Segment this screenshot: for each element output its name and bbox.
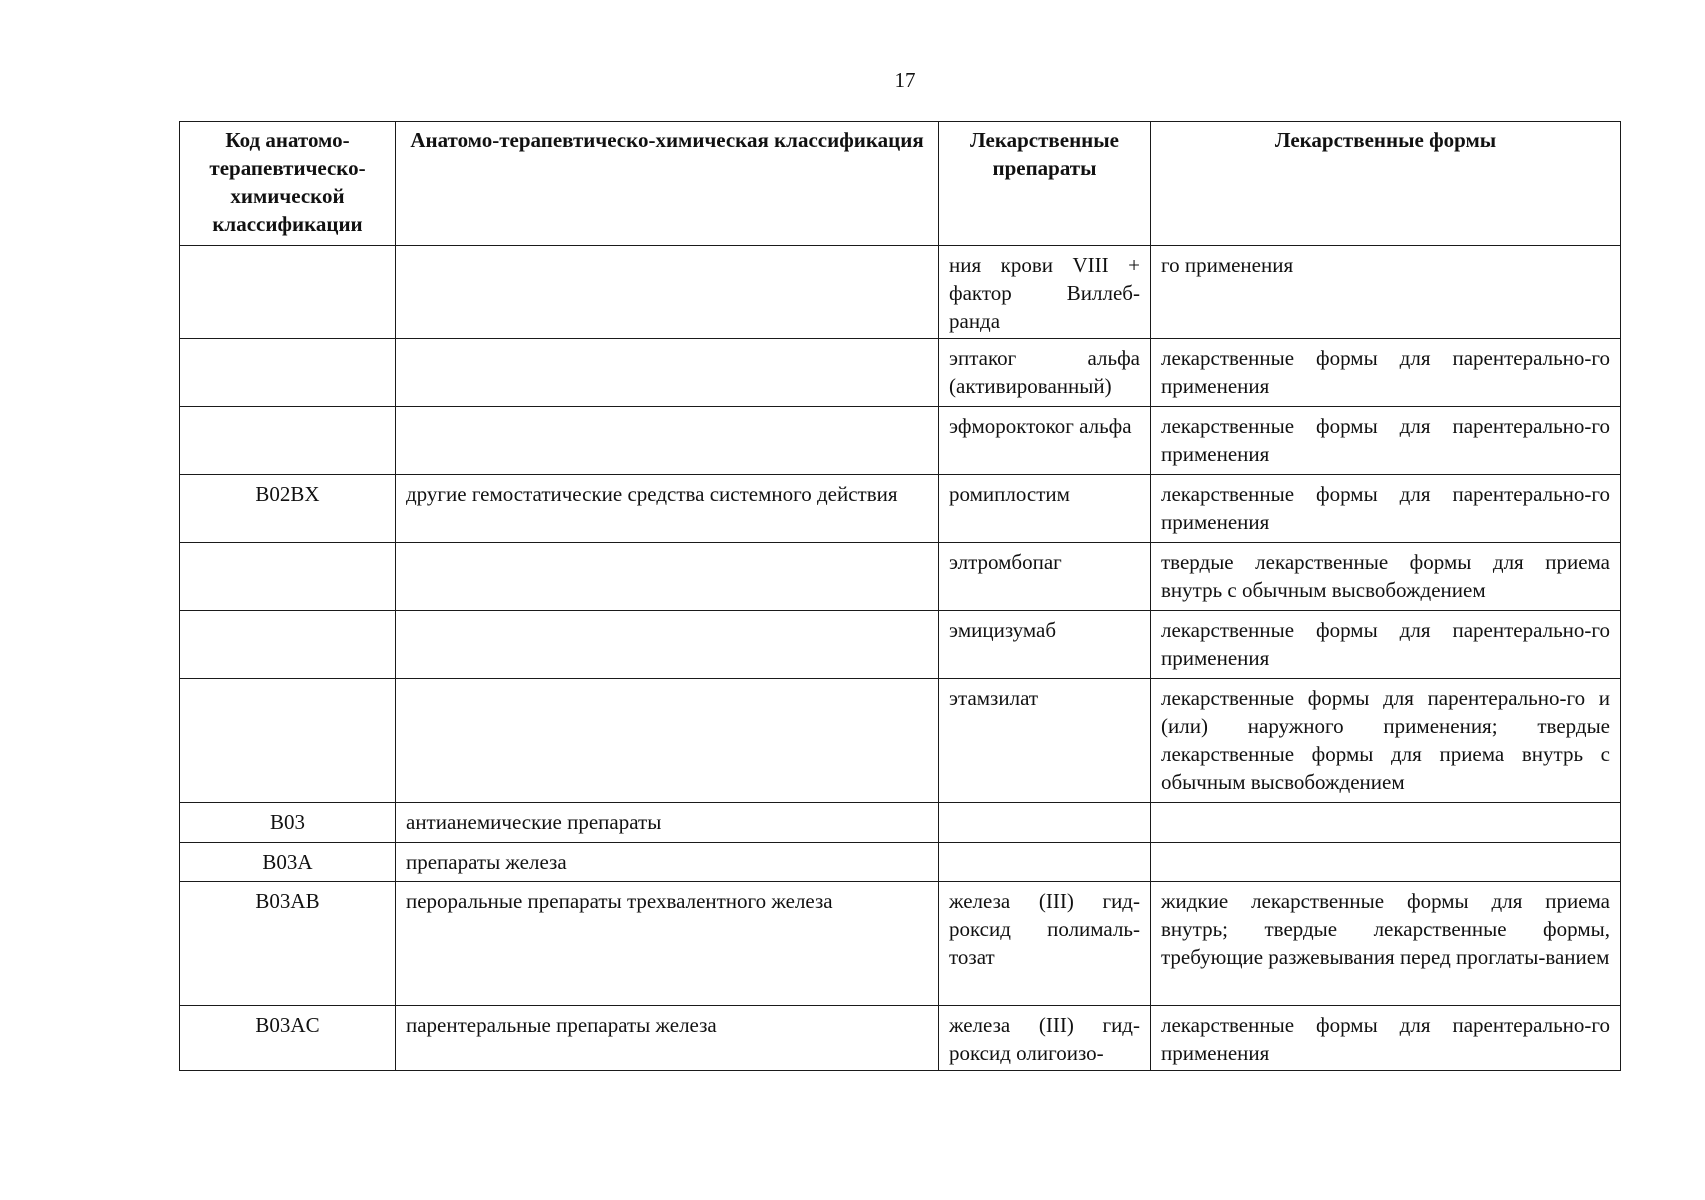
table-row xyxy=(180,339,1621,407)
cell-code: B03AC xyxy=(180,1006,396,1071)
cell-drug: железа (III) гид-роксид олигоизо- xyxy=(939,1006,1151,1071)
cell-form: лекарственные формы для парентерально-го применения xyxy=(1151,475,1621,543)
cell-form: лекарственные формы для парентерально-го применения xyxy=(1151,611,1621,679)
table-row xyxy=(180,543,1621,611)
page-number: 17 xyxy=(894,68,916,92)
table-row xyxy=(180,843,1621,882)
cell-form: лекарственные формы для парентерально-го применения xyxy=(1151,339,1621,407)
cell-classification xyxy=(396,246,939,339)
cell-classification: парентеральные препараты железа xyxy=(396,1006,939,1071)
cell-drug xyxy=(939,843,1151,882)
header-dosage-forms: Лекарственные формы xyxy=(1151,122,1621,246)
table-row xyxy=(180,246,1621,339)
cell-form: лекарственные формы для парентерально-го применения xyxy=(1151,1006,1621,1071)
cell-code: B03 xyxy=(180,803,396,843)
table-header-row xyxy=(180,122,1621,246)
cell-form: твердые лекарственные формы для приема внутрь с обычным высвобождением xyxy=(1151,543,1621,611)
table-row xyxy=(180,803,1621,843)
medicines-table xyxy=(179,121,1621,1071)
cell-form xyxy=(1151,803,1621,843)
header-atc-classification: Анатомо-терапевтическо-химическая классификация xyxy=(396,122,939,246)
cell-code: B02BX xyxy=(180,475,396,543)
cell-drug: элтромбопаг xyxy=(939,543,1151,611)
cell-code: B03AB xyxy=(180,882,396,1006)
cell-drug: ромиплостим xyxy=(939,475,1151,543)
table-row xyxy=(180,1006,1621,1071)
table-row xyxy=(180,611,1621,679)
table-row xyxy=(180,475,1621,543)
table-row xyxy=(180,882,1621,1006)
cell-classification xyxy=(396,543,939,611)
cell-classification xyxy=(396,679,939,803)
cell-drug: железа (III) гид-роксид полималь-тозат xyxy=(939,882,1151,1006)
cell-classification: пероральные препараты трехвалентного железа xyxy=(396,882,939,1006)
cell-drug: эмицизумаб xyxy=(939,611,1151,679)
cell-code: B03A xyxy=(180,843,396,882)
cell-drug: эфмороктоког альфа xyxy=(939,407,1151,475)
cell-form xyxy=(1151,843,1621,882)
cell-classification xyxy=(396,611,939,679)
cell-form: жидкие лекарственные формы для приема внутрь; твердые лекарственные формы, требующие разжевывания перед проглаты-ванием xyxy=(1151,882,1621,1006)
cell-code xyxy=(180,543,396,611)
cell-drug xyxy=(939,803,1151,843)
header-atc-code: Код анатомо-терапевтическо-химической классификации xyxy=(180,122,396,246)
cell-form: го применения xyxy=(1151,246,1621,339)
cell-code xyxy=(180,679,396,803)
cell-classification xyxy=(396,339,939,407)
cell-drug: ния крови VIII + фактор Виллеб-ранда xyxy=(939,246,1151,339)
cell-drug: этамзилат xyxy=(939,679,1151,803)
cell-code xyxy=(180,339,396,407)
cell-code xyxy=(180,611,396,679)
cell-drug: эптаког альфа (активированный) xyxy=(939,339,1151,407)
table-row xyxy=(180,679,1621,803)
table-row xyxy=(180,407,1621,475)
cell-code xyxy=(180,246,396,339)
cell-classification xyxy=(396,407,939,475)
cell-classification: другие гемостатические средства системного действия xyxy=(396,475,939,543)
cell-classification: антианемические препараты xyxy=(396,803,939,843)
cell-form: лекарственные формы для парентерально-го и (или) наружного применения; твердые лекарственные формы для приема внутрь с обычным высвобождением xyxy=(1151,679,1621,803)
cell-form: лекарственные формы для парентерально-го применения xyxy=(1151,407,1621,475)
header-drugs: Лекарственные препараты xyxy=(939,122,1151,246)
cell-code xyxy=(180,407,396,475)
cell-classification: препараты железа xyxy=(396,843,939,882)
